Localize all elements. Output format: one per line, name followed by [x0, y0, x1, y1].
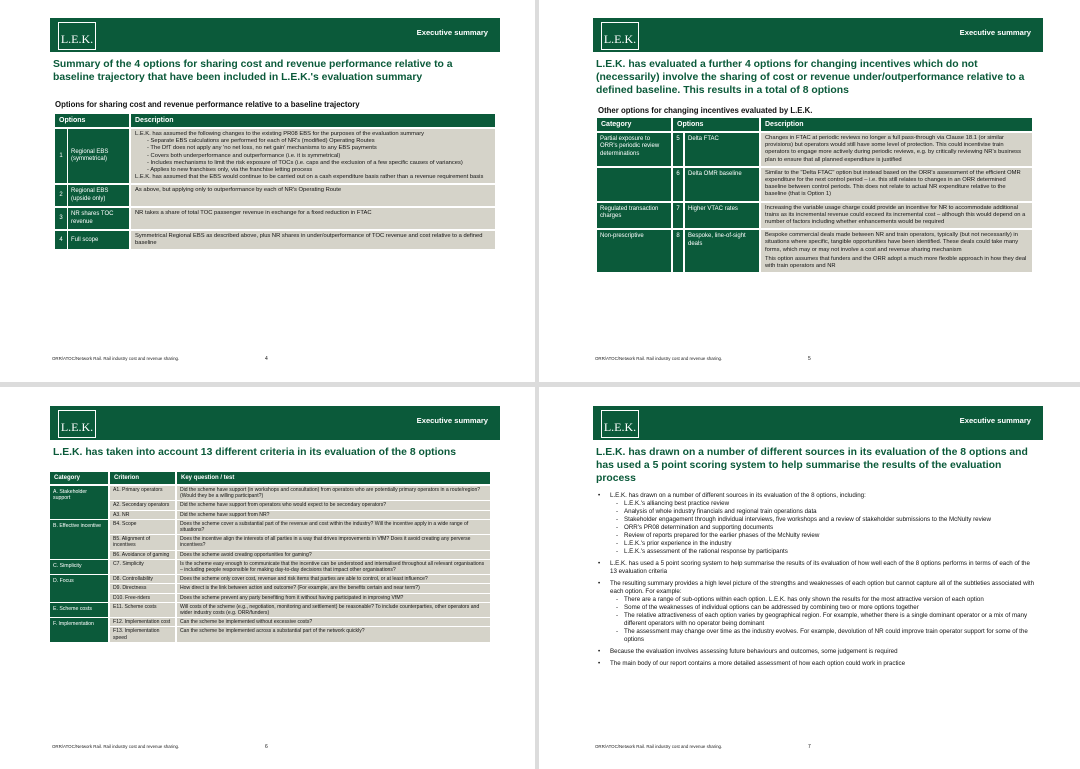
key-question-cell: Does the scheme cover a substantial part of the revenue and cost within the industry? Will the incentive apply in a wide range of situations? — [177, 520, 490, 534]
slide-title: L.E.K. has evaluated a further 4 options for changing incentives which do not (necessarily) involve the sharing of cost or revenue under/outperformance relative to a defined baseline. This results in a total of 8 options — [596, 59, 1025, 96]
description-text: Increasing the variable usage charge could provide an incentive for NR to accommodate additional trains as its incremental revenue could exceed its incremental cost – although this would depend on a number of factors including whether enhancements would be required — [765, 204, 1026, 226]
header-category: Category — [597, 118, 671, 131]
slide-4 — [0, 0, 530, 381]
description-text: Similar to the "Delta FTAC" option but instead based on the ORR's assessment of the efficient OMR expenditure for the next control period – i.e. this still relates to changes in an ORR determined baseline between control periods. This does not relate to actual NR expenditure relative to the baseline (that is Option 1) — [765, 169, 1021, 198]
bullet-text: Because the evaluation involves assessing future behaviours and outcomes, some judgement is required — [610, 648, 898, 655]
header-description: Description — [761, 118, 1032, 131]
criteria-group — [50, 520, 490, 559]
table-subtitle: Other options for changing incentives evaluated by L.E.K. — [598, 106, 813, 115]
criterion-cell: D10. Free-riders — [110, 594, 175, 602]
key-question-cell: Will costs of the scheme (e.g., negotiation, monitoring and settlement) be reasonable? To include counterparties, other operators and wider industry costs (e.g. ORR/funders) — [177, 603, 490, 617]
sub-bullet — [610, 604, 1038, 612]
bullet-body — [610, 660, 1038, 668]
sub-bullet — [610, 516, 1038, 524]
sub-dash: - — [616, 612, 619, 619]
criterion-cell: A2. Secondary operators — [110, 501, 175, 509]
bullet-dot: • — [598, 560, 601, 567]
category-cell: E. Scheme costs — [50, 603, 108, 617]
header-criterion: Criterion — [110, 472, 175, 484]
sub-bullet-text: The relative attractiveness of each option varies by geographical region. For example, whether there is a single dominant operator or a mix of many different operators with no operator being dominant — [624, 612, 1028, 627]
sub-bullet-text: L.E.K.'s prior experience in the industry — [624, 540, 732, 547]
bullet-dot: • — [598, 660, 601, 667]
table-row — [110, 594, 490, 602]
page-number: 5 — [808, 356, 811, 362]
criteria-rows — [110, 603, 490, 617]
table-row — [110, 520, 490, 534]
key-question-cell: Can the scheme be implemented across a substantial part of the network quickly? — [177, 627, 490, 641]
description-line: L.E.K. has assumed that the EBS would continue to be carried out on a cash expenditure basis rather than a revenue requirement basis — [135, 174, 484, 181]
bullet-item — [598, 648, 1038, 656]
bullet-text: The resulting summary provides a high level picture of the strengths and weaknesses of each option but cannot capture all of the subtleties associated with each option. For example: — [610, 580, 1035, 595]
table-row — [110, 560, 490, 574]
sub-dash: - — [616, 548, 619, 555]
category-cell: A. Stakeholder support — [50, 486, 108, 519]
sub-dash: - — [616, 508, 619, 515]
slide-5 — [543, 0, 1073, 381]
criteria-rows — [110, 520, 490, 559]
criterion-cell: F12. Implementation cost — [110, 618, 175, 626]
sub-bullet — [610, 500, 1038, 508]
option-number: 2 — [55, 185, 67, 206]
options-table — [55, 114, 495, 251]
table-row — [110, 603, 490, 617]
sub-bullet — [610, 540, 1038, 548]
key-question-cell: Is the scheme easy enough to communicate that the incentive can be understood and internalised throughout all relevant organisations – including people responsible for making day-to-day decisions that impact other organisations? — [177, 560, 490, 574]
table-row — [110, 501, 490, 509]
option-name: Regional EBS (upside only) — [68, 185, 129, 206]
category-cell: Non-prescriptive — [597, 230, 671, 272]
criteria-rows — [110, 575, 490, 602]
option-cell — [55, 231, 129, 249]
table-row — [55, 231, 495, 249]
option-name: Higher VTAC rates — [685, 203, 759, 229]
criteria-group — [50, 486, 490, 519]
sub-bullet-text: L.E.K.'s alliancing best practice review — [624, 500, 730, 507]
table-row — [55, 129, 495, 183]
slide-title: Summary of the 4 options for sharing cost and revenue performance relative to a baseline trajectory that have been included in L.E.K.'s evaluation summary — [53, 59, 453, 83]
sub-bullet-text: There are a range of sub-options within each option. L.E.K. has only shown the results for the most attractive version of each option — [624, 596, 984, 603]
footer: ORR/ATOC/Network Rail. Rail industry cost and revenue sharing. — [595, 356, 723, 361]
table-row — [110, 584, 490, 592]
section-tag: Executive summary — [959, 416, 1031, 425]
option-cell — [55, 185, 129, 206]
table-row — [110, 535, 490, 549]
criteria-group — [50, 575, 490, 602]
sub-bullet — [610, 628, 1038, 644]
page-number: 4 — [265, 356, 268, 362]
sub-bullet-text: Stakeholder engagement through individual interviews, five workshops and a review of stakeholder submissions to the McNulty review — [624, 516, 991, 523]
description-text-2: This option assumes that funders and the ORR adopt a much more flexible approach in how they deal with train operators and NR — [765, 255, 1027, 270]
sub-bullet — [610, 508, 1038, 516]
sub-bullet-text: ORR's PR08 determination and supporting documents — [624, 524, 774, 531]
table-subtitle: Options for sharing cost and revenue performance relative to a baseline trajectory — [55, 100, 360, 109]
header-options: Options — [55, 114, 129, 127]
sub-bullet-text: L.E.K.'s assessment of the rational response by participants — [624, 548, 788, 555]
option-description — [761, 203, 1032, 229]
table-row — [597, 168, 1032, 201]
table-row — [55, 185, 495, 206]
sub-dash: - — [616, 540, 619, 547]
bullet-item — [598, 660, 1038, 668]
description-line: L.E.K. has assumed the following changes to the existing PR08 EBS for the purposes of the evaluation summary — [135, 131, 425, 137]
option-description — [131, 185, 495, 206]
criteria-group — [50, 618, 490, 642]
sub-dash: - — [616, 532, 619, 539]
key-question-cell: How direct is the link between action and outcome? (For example, are the benefits certain and near term?) — [177, 584, 490, 592]
category-cell: B. Effective incentive — [50, 520, 108, 559]
header-key-question: Key question / test — [177, 472, 490, 484]
table-row — [55, 208, 495, 229]
bullet-dot: • — [598, 580, 601, 587]
option-description — [761, 133, 1032, 166]
sub-dash: - — [616, 596, 619, 603]
option-number: 5 — [673, 133, 683, 166]
option-number: 1 — [55, 129, 67, 183]
bullet-item — [598, 492, 1038, 556]
table-row — [597, 230, 1032, 272]
criterion-cell: F13. Implementation speed — [110, 627, 175, 641]
table-row — [110, 511, 490, 519]
sub-bullet — [610, 612, 1038, 628]
description-line: - Applies to new franchises only, via the franchise letting process — [147, 167, 313, 174]
slide-6 — [0, 388, 530, 769]
sub-bullet-text: The assessment may change over time as the industry evolves. For example, devolution of NR could improve train operator support for some of the options — [624, 628, 1028, 643]
lek-logo: L.E.K. — [601, 410, 639, 438]
category-cell: C. Simplicity — [50, 560, 108, 574]
criteria-table — [50, 472, 490, 643]
sub-dash: - — [616, 500, 619, 507]
criterion-cell: A3. NR — [110, 511, 175, 519]
sub-dash: - — [616, 516, 619, 523]
description-line: NR takes a share of total TOC passenger revenue in exchange for a fixed reduction in FTAC — [135, 210, 372, 217]
bullet-body — [610, 492, 1038, 556]
option-number: 3 — [55, 208, 67, 229]
description-line: - Includes mechanisms to limit the risk exposure of TOCs (i.e. caps and the exclusion of a few specific causes of variances) — [147, 159, 463, 166]
option-name: Delta OMR baseline — [685, 168, 759, 201]
criteria-group — [50, 603, 490, 617]
option-description — [761, 168, 1032, 201]
sub-bullet — [610, 532, 1038, 540]
option-number: 6 — [673, 168, 683, 201]
option-name: NR shares TOC revenue — [68, 208, 129, 229]
table-row — [597, 133, 1032, 166]
section-tag: Executive summary — [416, 416, 488, 425]
option-cell — [55, 208, 129, 229]
section-tag: Executive summary — [416, 28, 488, 37]
description-text: Bespoke commercial deals made between NR and train operators, typically (but not necessarily) in situations where specific, tangible opportunities have been identified. These deals could take many forms, which may or may not involve a cost and revenue sharing mechanism — [765, 232, 1019, 253]
section-tag: Executive summary — [959, 28, 1031, 37]
table-row — [110, 551, 490, 559]
option-name: Delta FTAC — [685, 133, 759, 166]
description-line: Symmetrical Regional EBS as described above, plus NR shares in under/outperformance of TOC revenue and cost relative to a defined baseline — [135, 233, 483, 247]
sub-bullet — [610, 524, 1038, 532]
sub-bullet-text: Some of the weaknesses of individual options can be addressed by combining two or more options together — [624, 604, 919, 611]
criterion-cell: D9. Directness — [110, 584, 175, 592]
description-line: - Separate EBS calculations are performed for each of NR's (modified) Operating Routes — [147, 138, 375, 145]
table-row — [110, 618, 490, 626]
category-cell: F. Implementation — [50, 618, 108, 642]
bullet-dot: • — [598, 648, 601, 655]
bullet-body — [610, 580, 1038, 644]
table-row — [110, 627, 490, 641]
criterion-cell: D8. Controllability — [110, 575, 175, 583]
criterion-cell: E11. Scheme costs — [110, 603, 175, 617]
bullet-body — [610, 648, 1038, 656]
sub-dash: - — [616, 524, 619, 531]
description-line: - Covers both underperformance and outperformance (i.e. it is symmetrical) — [147, 152, 341, 159]
lek-logo: L.E.K. — [58, 22, 96, 50]
sub-dash: - — [616, 604, 619, 611]
option-name: Bespoke, line-of-sight deals — [685, 230, 759, 272]
criterion-cell: B5. Alignment of incentives — [110, 535, 175, 549]
page-number: 6 — [265, 744, 268, 750]
description-line: As above, but applying only to outperformance by each of NR's Operating Route — [135, 187, 342, 194]
sub-bullet-text: Review of reports prepared for the earlier phases of the McNulty review — [624, 532, 820, 539]
criteria-rows — [110, 618, 490, 642]
key-question-cell: Did the scheme have support from NR? — [177, 511, 490, 519]
criteria-rows — [110, 560, 490, 574]
bullet-text: L.E.K. has drawn on a number of different sources in its evaluation of the 8 options, including: — [610, 492, 866, 499]
option-cell — [55, 129, 129, 183]
lek-logo: L.E.K. — [601, 22, 639, 50]
slide-7 — [543, 388, 1073, 769]
description-line: - The DfT does not apply any 'no net loss, no net gain' mechanisms to any EBS payments — [147, 145, 377, 152]
page-separator-vertical — [535, 0, 539, 769]
category-cell: Regulated transaction charges — [597, 203, 671, 229]
category-cell: D. Focus — [50, 575, 108, 602]
criterion-cell: A1. Primary operators — [110, 486, 175, 500]
footer: ORR/ATOC/Network Rail. Rail industry cost and revenue sharing. — [52, 356, 180, 361]
sub-bullet — [610, 548, 1038, 556]
key-question-cell: Does the scheme avoid creating opportunities for gaming? — [177, 551, 490, 559]
footer: ORR/ATOC/Network Rail. Rail industry cost and revenue sharing. — [52, 744, 180, 749]
key-question-cell: Did the scheme have support (in workshops and consultation) from operators who are potentially primary operators in a route/region? (Would they be a willing participant?) — [177, 486, 490, 500]
bullet-dot: • — [598, 492, 601, 499]
lek-logo: L.E.K. — [58, 410, 96, 438]
description-text: Changes in FTAC at periodic reviews no longer a full pass-through via Clause 18.1 (or similar provisions) but operators would still have some level of protection. This could incentivise train operators to engage more actively during periodic reviews, e.g. by critically reviewing NR's business plan to ensure that all planned expenditure is justified — [765, 135, 1021, 163]
criterion-cell: C7. Simplicity — [110, 560, 175, 574]
option-description — [131, 208, 495, 229]
header-description: Description — [131, 114, 495, 127]
option-description — [761, 230, 1032, 272]
bullet-text: The main body of our report contains a more detailed assessment of how each option could work in practice — [610, 660, 906, 667]
criteria-rows — [110, 486, 490, 519]
key-question-cell: Does the incentive align the interests of all parties in a way that drives improvements in VfM? Does it avoid creating any perverse incentives? — [177, 535, 490, 549]
bullet-text: L.E.K. has used a 5 point scoring system to help summarise the results of its evaluation of how well each of the 8 options performs in terms of each of the 13 evaluation criteria — [610, 560, 1030, 575]
option-name: Regional EBS (symmetrical) — [68, 129, 129, 183]
table-row — [110, 486, 490, 500]
option-name: Full scope — [68, 231, 129, 249]
header-options: Options — [673, 118, 759, 131]
criterion-cell: B4. Scope — [110, 520, 175, 534]
option-description — [131, 231, 495, 249]
criteria-group — [50, 560, 490, 574]
option-number: 8 — [673, 230, 683, 272]
header-category: Category — [50, 472, 108, 484]
key-question-cell: Does the scheme prevent any party benefiting from it without having participated in improving VfM? — [177, 594, 490, 602]
table-row — [110, 575, 490, 583]
sub-bullet — [610, 596, 1038, 604]
key-question-cell: Does the scheme only cover cost, revenue and risk items that parties are able to control, or at least influence? — [177, 575, 490, 583]
page-number: 7 — [808, 744, 811, 750]
slide-title: L.E.K. has drawn on a number of different sources in its evaluation of the 8 options and has used a 5 point scoring system to help summarise the results of the evaluation process — [596, 447, 1028, 484]
table-row — [597, 203, 1032, 229]
bullet-item — [598, 560, 1038, 576]
bullet-item — [598, 580, 1038, 644]
option-number: 4 — [55, 231, 67, 249]
key-question-cell: Can the scheme be implemented without excessive costs? — [177, 618, 490, 626]
sub-dash: - — [616, 628, 619, 635]
criterion-cell: B6. Avoidance of gaming — [110, 551, 175, 559]
option-number: 7 — [673, 203, 683, 229]
sub-bullet-text: Analysis of whole industry financials and regional train operations data — [624, 508, 817, 515]
option-description — [131, 129, 495, 183]
bullet-body — [610, 560, 1038, 576]
slide-title: L.E.K. has taken into account 13 different criteria in its evaluation of the 8 options — [53, 447, 456, 458]
footer: ORR/ATOC/Network Rail. Rail industry cost and revenue sharing. — [595, 744, 723, 749]
category-cell — [597, 168, 671, 201]
incentive-options-table — [597, 118, 1032, 274]
bullet-list — [598, 492, 1038, 672]
category-cell: Partial exposure to ORR's periodic review determinations — [597, 133, 671, 166]
key-question-cell: Did the scheme have support from operators who would expect to be secondary operators? — [177, 501, 490, 509]
page-separator-horizontal — [0, 382, 1080, 387]
